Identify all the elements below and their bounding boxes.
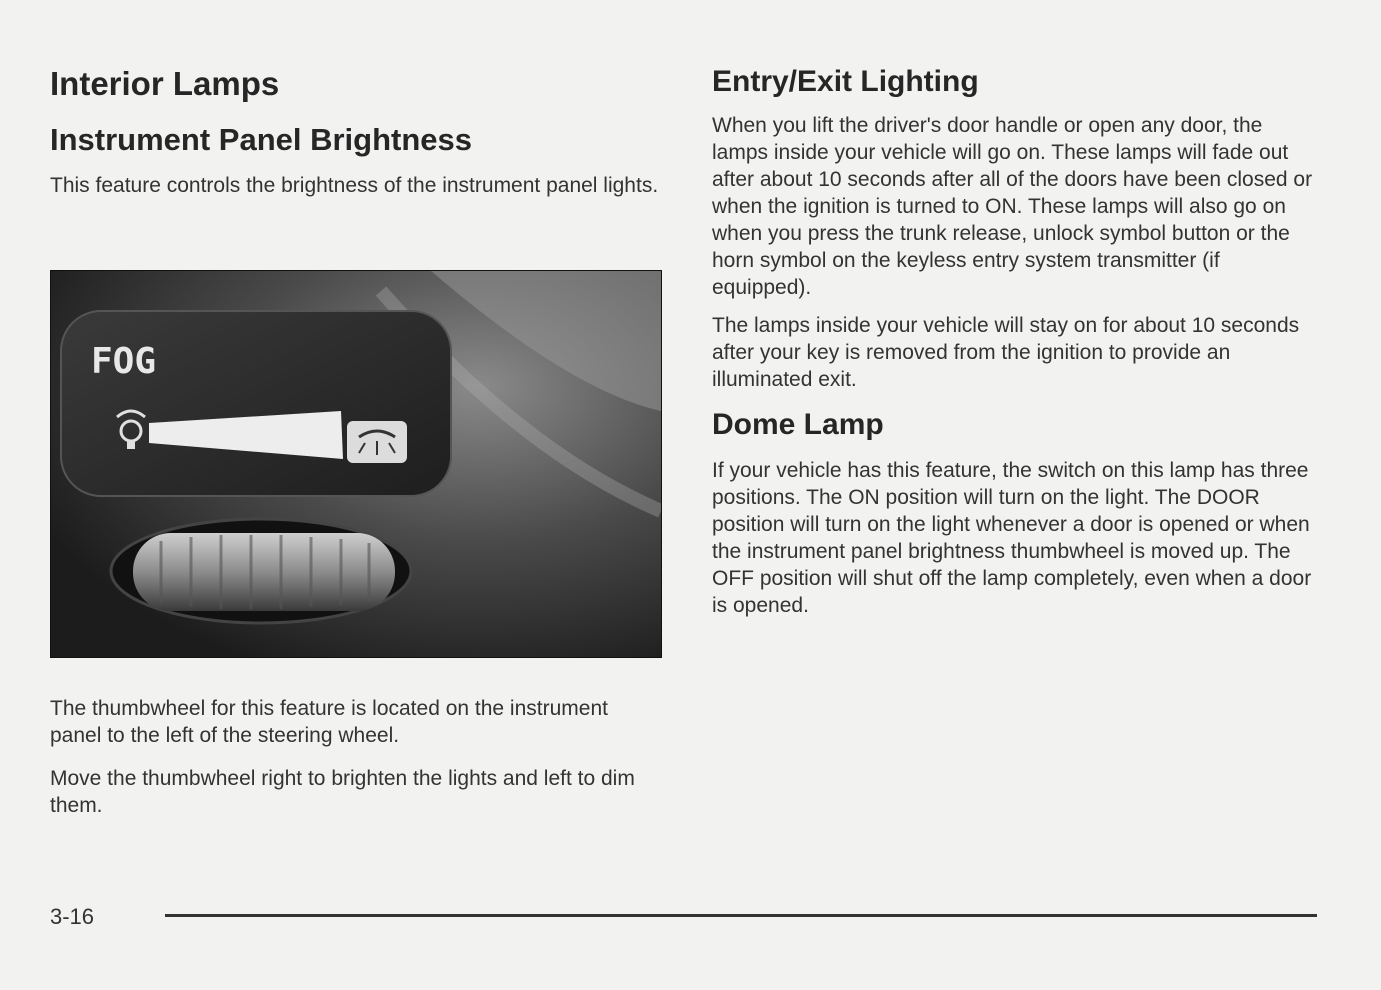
left-column <box>50 62 665 199</box>
page-number: 3-16 <box>50 904 95 929</box>
entry-exit-paragraph-2: The lamps inside your vehicle will stay on for about 10 seconds after your key is removed from the ignition to provide an illuminated exit. <box>712 314 1300 391</box>
section-title-interior-lamps: Interior Lamps <box>50 65 280 102</box>
subsection-title-instrument-panel-brightness: Instrument Panel Brightness <box>50 122 473 157</box>
dome-lamp-paragraph: If your vehicle has this feature, the switch on this lamp has three positions. The ON position will turn on the light. The DOOR position will turn on the light whenever a door is opened or when the instrument panel brightness thumbwheel is moved up. The OFF position will shut off the lamp completely, even when a door is opened. <box>712 459 1312 617</box>
footer-rule <box>165 914 1317 917</box>
dome-lamp-icon <box>347 421 407 463</box>
thumbwheel-location-paragraph: The thumbwheel for this feature is located on the instrument panel to the left of the steering wheel. <box>50 697 608 747</box>
section-title-dome-lamp: Dome Lamp <box>712 408 884 441</box>
fog-label: FOG <box>91 341 157 382</box>
section-title-entry-exit-lighting: Entry/Exit Lighting <box>712 65 979 98</box>
right-column <box>712 62 1322 619</box>
thumbwheel-usage-paragraph: Move the thumbwheel right to brighten the lights and left to dim them. <box>50 767 635 817</box>
thumbwheel-control <box>133 533 395 611</box>
intro-paragraph: This feature controls the brightness of the instrument panel lights. <box>50 174 659 197</box>
thumbwheel-photo <box>50 270 662 658</box>
thumbwheel-illustration <box>51 271 661 657</box>
left-lower-text <box>50 695 665 819</box>
entry-exit-paragraph-1: When you lift the driver's door handle or open any door, the lamps inside your vehicle will go on. These lamps will fade out after about 10 seconds after all of the doors have been closed or when the ignition is turned to ON. These lamps will also go on when you press the trunk release, unlock symbol button or the horn symbol on the keyless entry system transmitter (if equipped). <box>712 114 1313 299</box>
